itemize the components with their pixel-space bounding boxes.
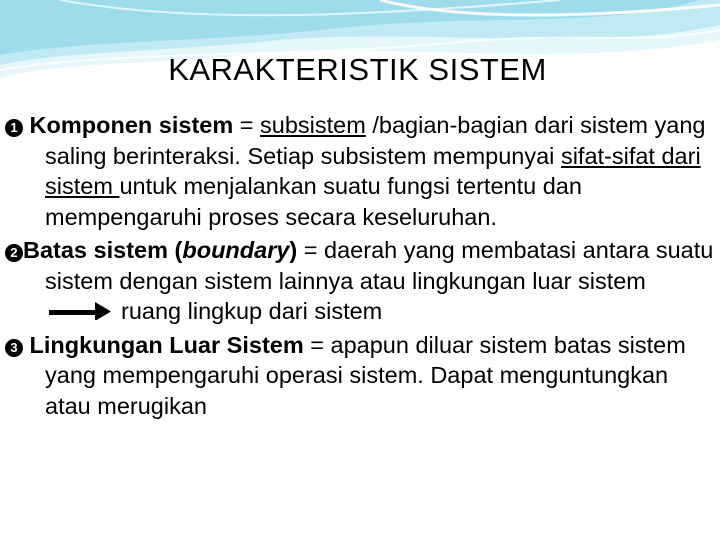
number-1-icon: 1 xyxy=(5,119,23,137)
boundary-scope-text: ruang lingkup dari sistem xyxy=(121,298,383,324)
term-boundary-text: Batas sistem ( xyxy=(23,237,183,263)
environment-description: = apapun diluar sistem batas sistem yang mempengaruhi operasi sistem. Dapat menguntungkan atau merugikan xyxy=(45,331,686,419)
boundary-description: = daerah yang membatasi antara suatu sistem dengan sistem lainnya atau lingkungan luar sistem xyxy=(45,237,714,294)
arrow-right-icon xyxy=(49,297,111,317)
number-3-icon: 3 xyxy=(5,339,23,357)
number-2-icon: 2 xyxy=(5,244,23,262)
list-item-component xyxy=(5,110,715,232)
slide-title: KARAKTERISTIK SISTEM xyxy=(168,52,547,87)
system-properties-link[interactable]: sifat-sifat dari sistem xyxy=(45,142,701,199)
equals-text: = xyxy=(233,112,261,138)
characteristics-list xyxy=(5,110,715,421)
list-item-environment xyxy=(5,330,715,422)
component-description-1: /bagian-bagian dari sistem yang saling berinteraksi. Setiap subsistem mempunyai xyxy=(45,112,706,169)
subsystem-link[interactable]: subsistem xyxy=(260,112,366,138)
term-boundary-italic: boundary xyxy=(182,237,290,263)
component-description-2: untuk menjalankan suatu fungsi tertentu dan mempengaruhi proses secara keseluruhan. xyxy=(45,173,582,230)
term-component: Komponen sistem xyxy=(29,112,234,138)
list-item-boundary xyxy=(5,235,715,327)
term-environment: Lingkungan Luar Sistem xyxy=(29,331,304,358)
term-boundary-close: ) xyxy=(289,237,298,263)
term-boundary xyxy=(23,237,297,263)
